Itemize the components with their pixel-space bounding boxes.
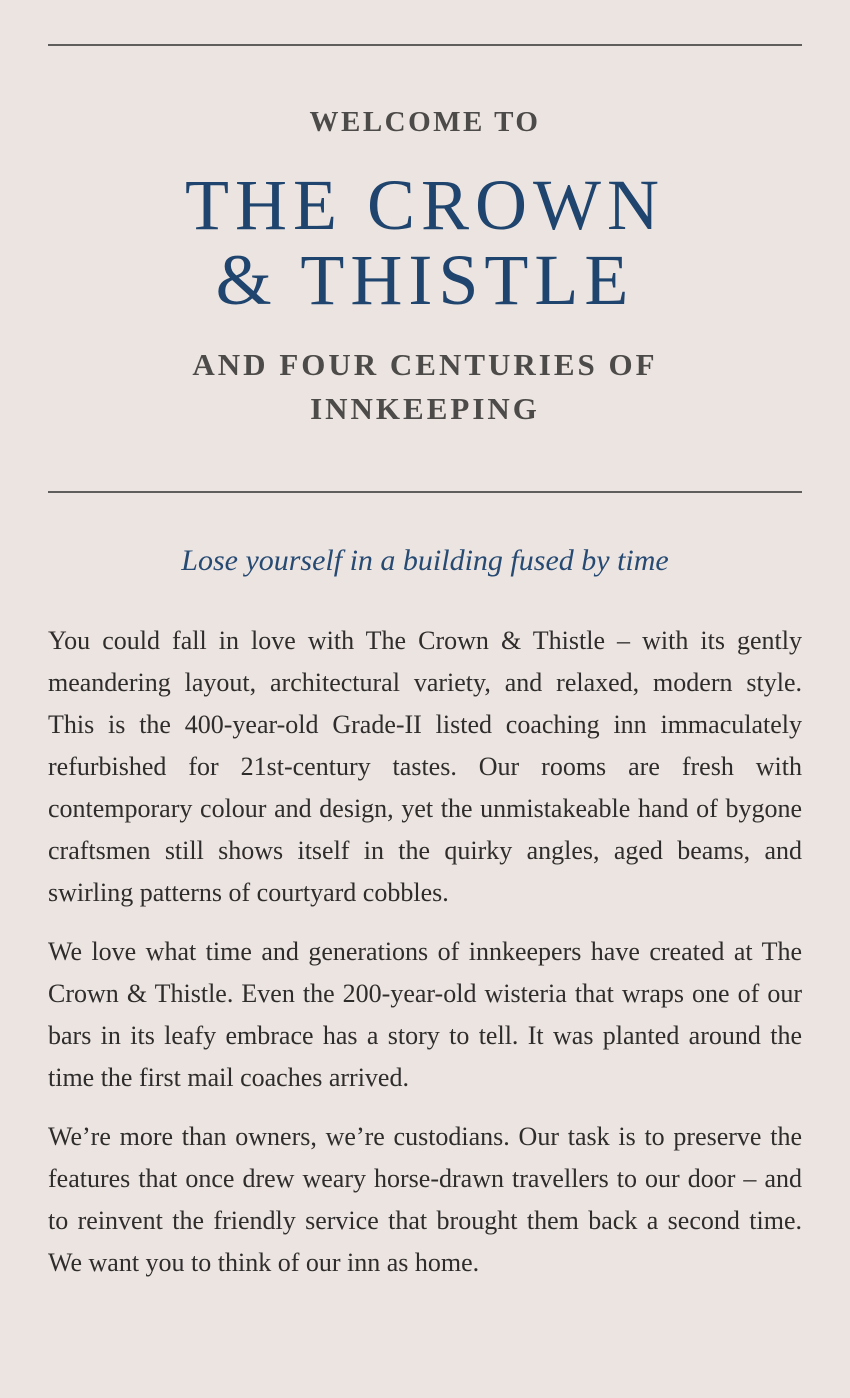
paragraph-2: We love what time and generations of innkeepers have created at The Crown & Thistle. Even the 200-year-old wisteria that wraps one of our bars in its leafy embrace has a story to tell. It was planted around the time the first mail coaches arrived.	[48, 937, 802, 1092]
page-title	[48, 165, 802, 320]
title-line-1: THE CROWN	[185, 165, 665, 245]
subtitle-line-2: INNKEEPING	[310, 391, 540, 426]
subtitle-line-1: AND FOUR CENTURIES OF	[192, 347, 658, 382]
paragraph-3: We’re more than owners, we’re custodians. Our task is to preserve the features that once drew weary horse-drawn travellers to our door – and to reinvent the friendly service that brought them back a second time. We want you to think of our inn as home.	[48, 1122, 802, 1277]
title-line-2: & THISTLE	[215, 240, 635, 320]
tagline: Lose yourself in a building fused by time	[181, 544, 669, 577]
body-copy	[48, 620, 802, 1301]
welcome-kicker: WELCOME TO	[309, 106, 541, 138]
bottom-divider	[48, 491, 802, 493]
top-divider	[48, 44, 802, 46]
page-subtitle	[48, 343, 802, 431]
paragraph-1: You could fall in love with The Crown & Thistle – with its gently meandering layout, architectural variety, and relaxed, modern style. This is the 400-year-old Grade-II listed coaching inn immaculately refurbished for 21st-century tastes. Our rooms are fresh with contemporary colour and design, yet the unmistakeable hand of bygone craftsmen still shows itself in the quirky angles, aged beams, and swirling patterns of courtyard cobbles.	[48, 626, 802, 907]
